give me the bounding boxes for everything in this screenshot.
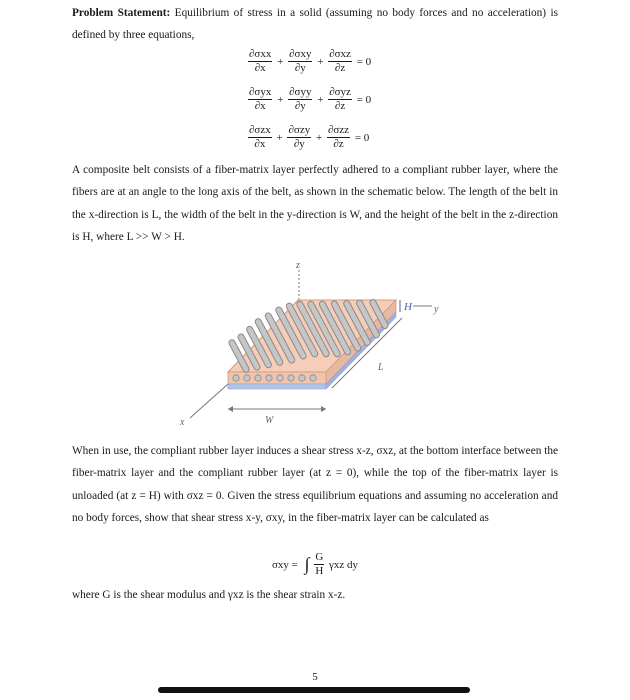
fiber-end: [266, 375, 272, 381]
fiber-end: [244, 375, 250, 381]
eq2-term3-den: ∂z: [334, 100, 346, 112]
shear-frac-num: G: [315, 551, 324, 563]
w-arrow-right: [321, 406, 326, 412]
eq1-term3-den: ∂z: [334, 62, 346, 74]
plus-sign: +: [317, 93, 324, 106]
plus-sign: +: [277, 55, 284, 68]
shear-stress-equation: [270, 551, 360, 578]
eq2-term2-den: ∂y: [294, 100, 306, 112]
equilibrium-equation-3: [248, 124, 371, 151]
plus-sign: +: [276, 131, 283, 144]
w-arrow-left: [228, 406, 233, 412]
problem-intro: Equilibrium of stress in a solid (assuming no body forces and no acceleration) is defined by three equations,: [72, 7, 558, 42]
problem-heading: Problem Statement:: [72, 7, 171, 19]
usage-description: When in use, the compliant rubber layer induces a shear stress x-z, σxz, at the bottom interface between the fiber-matrix layer and the compliant rubber layer (at z = 0), while the top of the fiber-matrix layer is unloaded (at z = H) with σxz = 0. Given the stress equilibrium equations and assuming no acceleration and no body forces, show that shear stress x-y, σxy, in the fiber-matrix layer can be calculated as: [72, 445, 558, 525]
plus-sign: +: [315, 131, 323, 144]
eq3-term3-num: ∂σzz: [327, 124, 350, 136]
eq1-term2-den: ∂y: [294, 62, 306, 74]
eq1-term1-num: ∂σxx: [249, 48, 272, 60]
eq2-term1-den: ∂x: [254, 100, 266, 112]
fiber-end: [277, 375, 283, 381]
eq1-term1-den: ∂x: [254, 62, 266, 74]
plus-sign: +: [277, 93, 284, 106]
x-axis-line: [190, 384, 228, 418]
eq3-term1-num: ∂σzx: [249, 124, 271, 136]
h-label: H: [404, 301, 412, 313]
home-indicator[interactable]: [158, 687, 470, 693]
eq3-term2-den: ∂y: [293, 138, 305, 150]
z-axis-label: z: [296, 260, 300, 271]
integral-sign: ∫: [304, 554, 310, 574]
fiber-end: [255, 375, 261, 381]
fiber-end: [288, 375, 294, 381]
shear-integrand: γxz dy: [329, 558, 359, 571]
page-number: 5: [312, 671, 318, 683]
eq3-rhs: = 0: [354, 131, 370, 144]
eq2-term2-num: ∂σyy: [289, 86, 312, 98]
y-axis-label: y: [434, 304, 439, 315]
rubber-front-face: [228, 384, 326, 389]
w-label: W: [265, 415, 274, 426]
shear-frac-den: H: [315, 565, 324, 577]
fiber-end: [299, 375, 305, 381]
equilibrium-equation-1: [248, 48, 373, 75]
eq3-term1-den: ∂x: [254, 138, 266, 150]
eq2-term1-num: ∂σyx: [249, 86, 272, 98]
eq1-term2-num: ∂σxy: [289, 48, 312, 60]
eq3-term3-den: ∂z: [333, 138, 344, 150]
eq1-rhs: = 0: [356, 55, 372, 68]
eq2-term3-num: ∂σyz: [329, 86, 351, 98]
fiber-end: [310, 375, 316, 381]
eq3-term2-num: ∂σzy: [288, 124, 311, 136]
belt-schematic: [0, 250, 630, 430]
l-label: L: [378, 362, 384, 373]
x-axis-label: x: [180, 417, 185, 428]
fiber-end: [233, 375, 239, 381]
shear-lhs: σxy =: [272, 558, 298, 571]
eq1-term3-num: ∂σxz: [329, 48, 351, 60]
belt-description: A composite belt consists of a fiber-matrix layer perfectly adhered to a compliant rubber layer, where the fibers are at an angle to the long axis of the belt, as shown in the schematic below. The length of the belt in the x-direction is L, the width of the belt in the y-direction is W, and the height of the belt in the z-direction is H, where L >> W > H.: [72, 164, 558, 244]
eq2-rhs: = 0: [356, 93, 372, 106]
equilibrium-equation-2: [248, 86, 373, 113]
plus-sign: +: [317, 55, 324, 68]
problem-statement: [72, 2, 558, 47]
where-text: where G is the shear modulus and γxz is the shear strain x-z.: [72, 589, 346, 601]
